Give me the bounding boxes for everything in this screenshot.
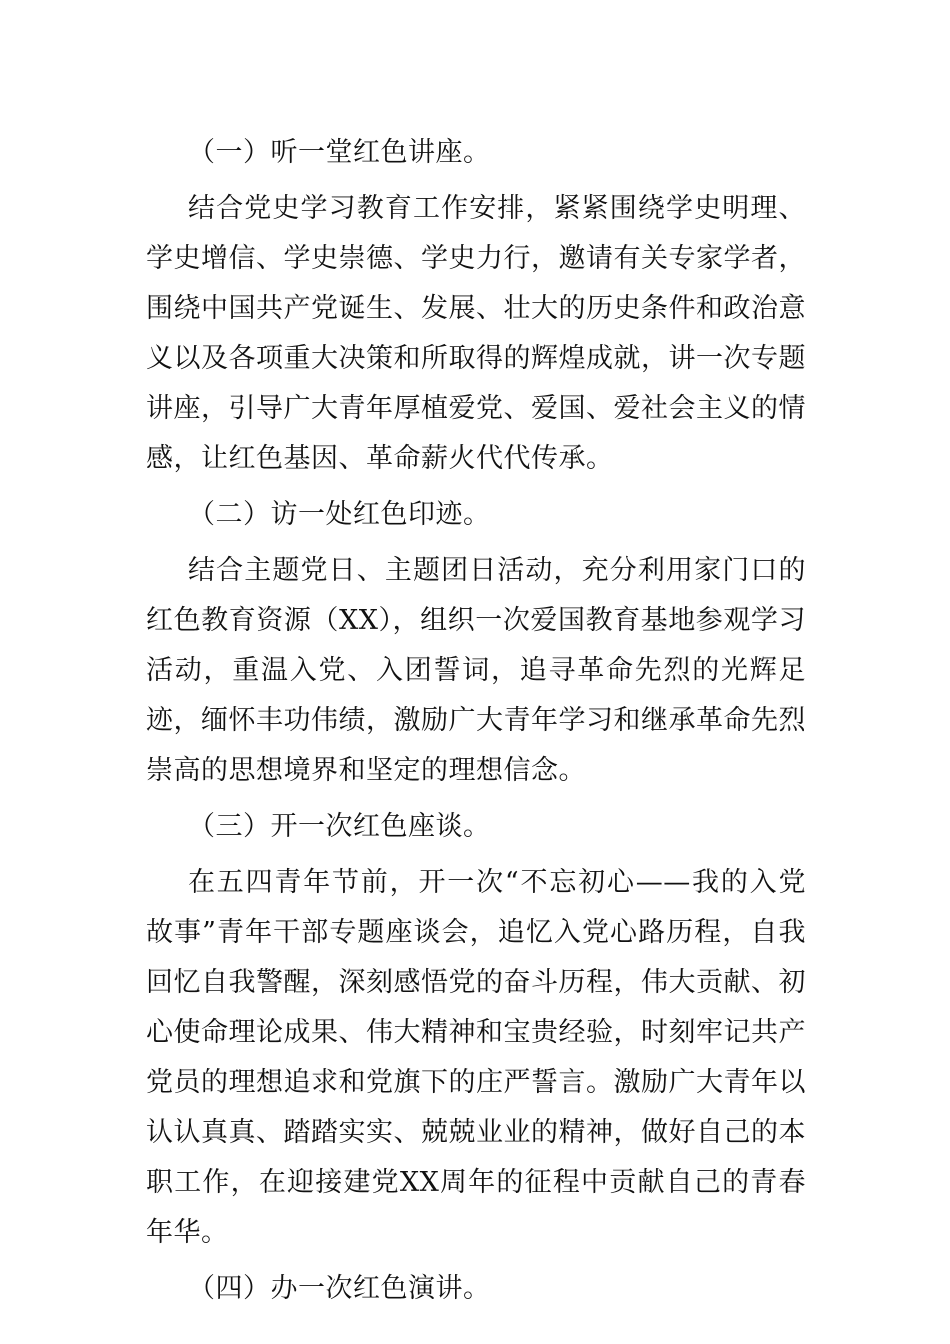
section-heading-1: （一）听一堂红色讲座。 — [188, 137, 491, 168]
section-heading-2: （二）访一处红色印迹。 — [188, 499, 491, 530]
section-body-1: 结合党史学习教育工作安排，紧紧围绕学史明理、学史增信、学史崇德、学史力行，邀请有关专家学者，围绕中国共产党诞生、发展、壮大的历史条件和政治意义以及各项重大决策和所取得的辉煌成就，讲一次专题讲座，引导广大青年厚植爱党、爱国、爱社会主义的情感，让红色基因、革命薪火代代传承。 — [146, 193, 806, 474]
document-body — [146, 128, 806, 1320]
section-heading-4: （四）办一次红色演讲。 — [188, 1273, 491, 1304]
section-heading-3: （三）开一次红色座谈。 — [188, 811, 491, 842]
section-body-2: 结合主题党日、主题团日活动，充分利用家门口的红色教育资源（XX），组织一次爱国教育基地参观学习活动，重温入党、入团誓词，追寻革命先烈的光辉足迹，缅怀丰功伟绩，激励广大青年学习和继承革命先烈崇高的思想境界和坚定的理想信念。 — [146, 555, 806, 786]
section-body-3: 在五四青年节前，开一次“不忘初心——我的入党故事”青年干部专题座谈会，追忆入党心路历程，自我回忆自我警醒，深刻感悟党的奋斗历程，伟大贡献、初心使命理论成果、伟大精神和宝贵经验，时刻牢记共产党员的理想追求和党旗下的庄严誓言。激励广大青年以认认真真、踏踏实实、兢兢业业的精神，做好自己的本职工作，在迎接建党XX周年的征程中贡献自己的青春年华。 — [146, 867, 806, 1248]
